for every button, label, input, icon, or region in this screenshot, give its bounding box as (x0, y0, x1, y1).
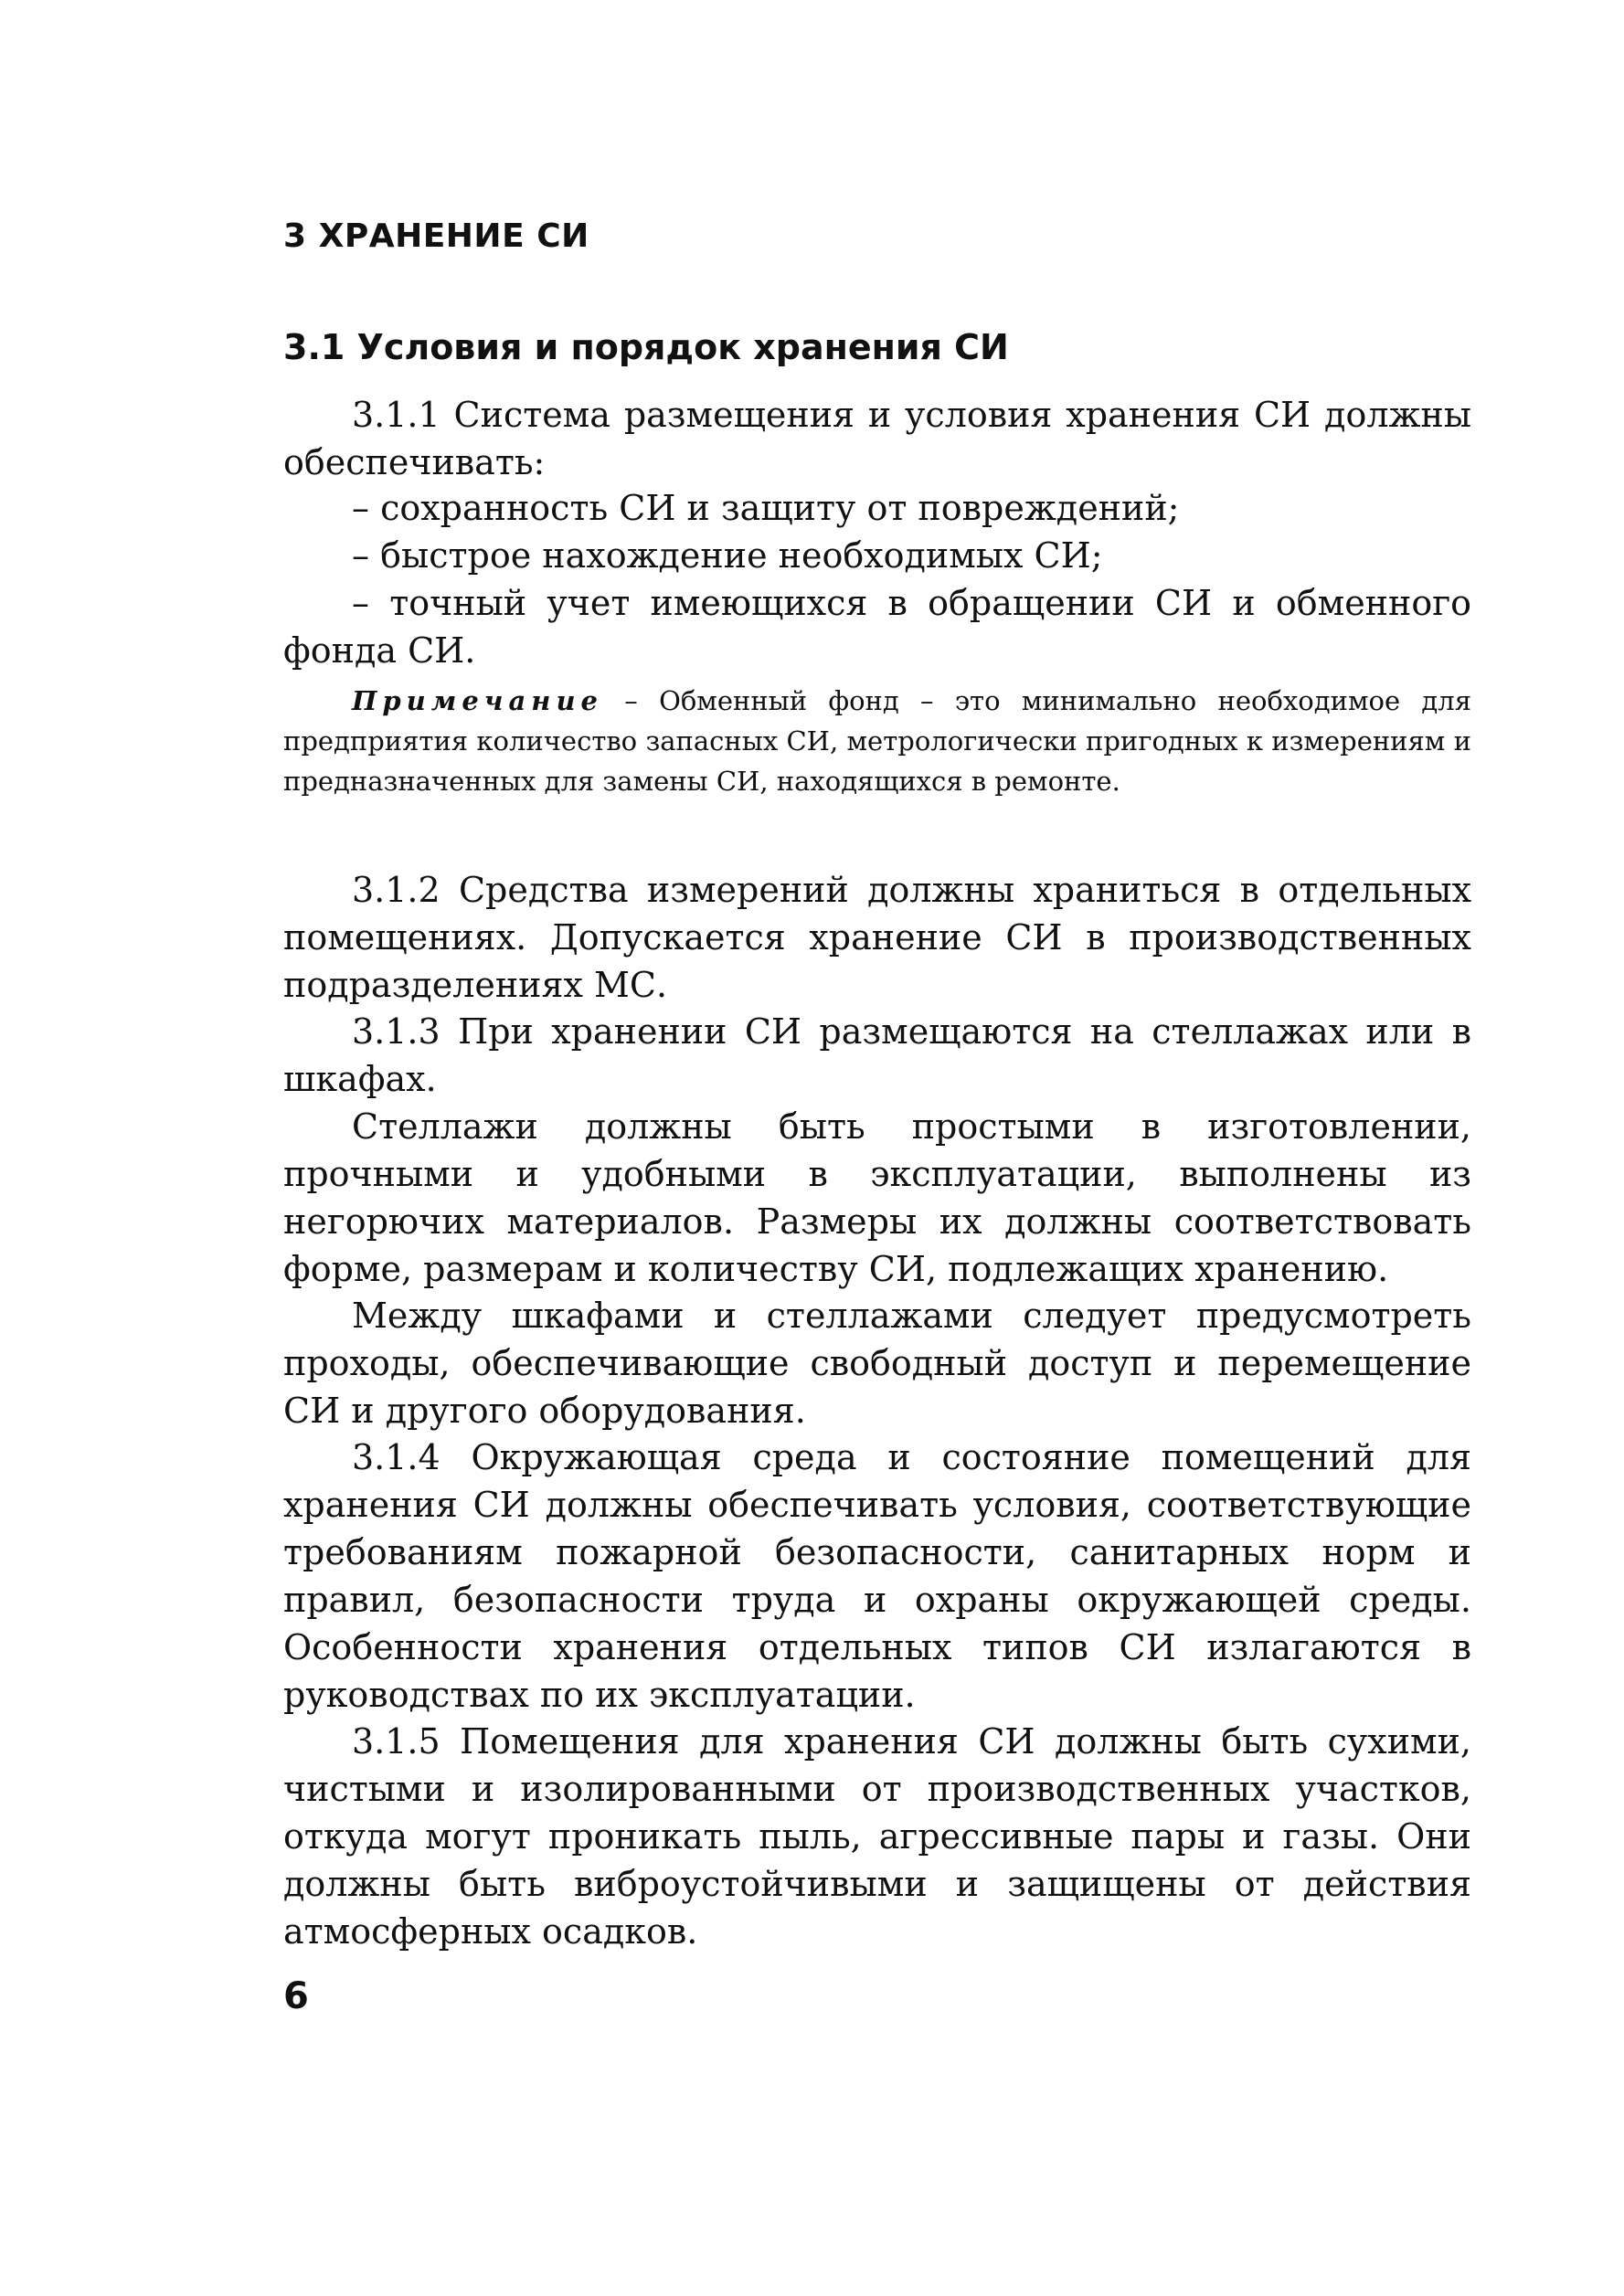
note-text: – Обменный фонд – это минимально необходимое для предприятия количество запасных СИ, метрологически пригодных к измерениям и предназначенных для замены СИ, находящихся в ремонте. (283, 685, 1471, 797)
paragraph-racks: Стеллажи должны быть простыми в изготовлении, прочными и удобными в эксплуатации, выполнены из негорючих материалов. Размеры их должны соответствовать форме, размерам и количеству СИ, подлежащих хранению. (283, 1106, 1471, 1289)
paragraph-passages: Между шкафами и стеллажами следует предусмотреть проходы, обеспечивающие свободный доступ и перемещение СИ и другого оборудования. (283, 1296, 1471, 1431)
subsection-title: 3.1 Условия и порядок хранения СИ (283, 327, 1009, 367)
page-number: 6 (283, 1975, 309, 2017)
list-item-preservation: – сохранность СИ и защиту от повреждений; (352, 488, 1180, 528)
list-item-quick-finding: – быстрое нахождение необходимых СИ; (352, 535, 1103, 576)
paragraph-3-1-4: 3.1.4 Окружающая среда и состояние помещений для хранения СИ должны обеспечивать условия, соответствующие требованиям пожарной безопасности, санитарных норм и правил, безопасности труда и охраны окружающей среды. Особенности хранения отдельных типов СИ излагаются в руководствах по их эксплуатации. (283, 1437, 1471, 1715)
paragraph-3-1-2: 3.1.2 Средства измерений должны храниться в отдельных помещениях. Допускается хранение СИ в производственных подразделениях МС. (283, 870, 1471, 1005)
paragraph-3-1-5: 3.1.5 Помещения для хранения СИ должны быть сухими, чистыми и изолированными от производственных участков, откуда могут проникать пыль, агрессивные пары и газы. Они должны быть виброустойчивыми и защищены от действия атмосферных осадков. (283, 1721, 1471, 1952)
section-title: 3 ХРАНЕНИЕ СИ (283, 217, 589, 255)
note-paragraph (283, 681, 1471, 801)
paragraph-3-1-1: 3.1.1 Система размещения и условия хранения СИ должны обеспечивать: (283, 395, 1471, 482)
paragraph-3-1-3: 3.1.3 При хранении СИ размещаются на стеллажах или в шкафах. (283, 1011, 1471, 1099)
note-label: Примечание (352, 685, 603, 716)
list-item-accounting: – точный учет имеющихся в обращении СИ и обменного фонда СИ. (283, 583, 1471, 671)
